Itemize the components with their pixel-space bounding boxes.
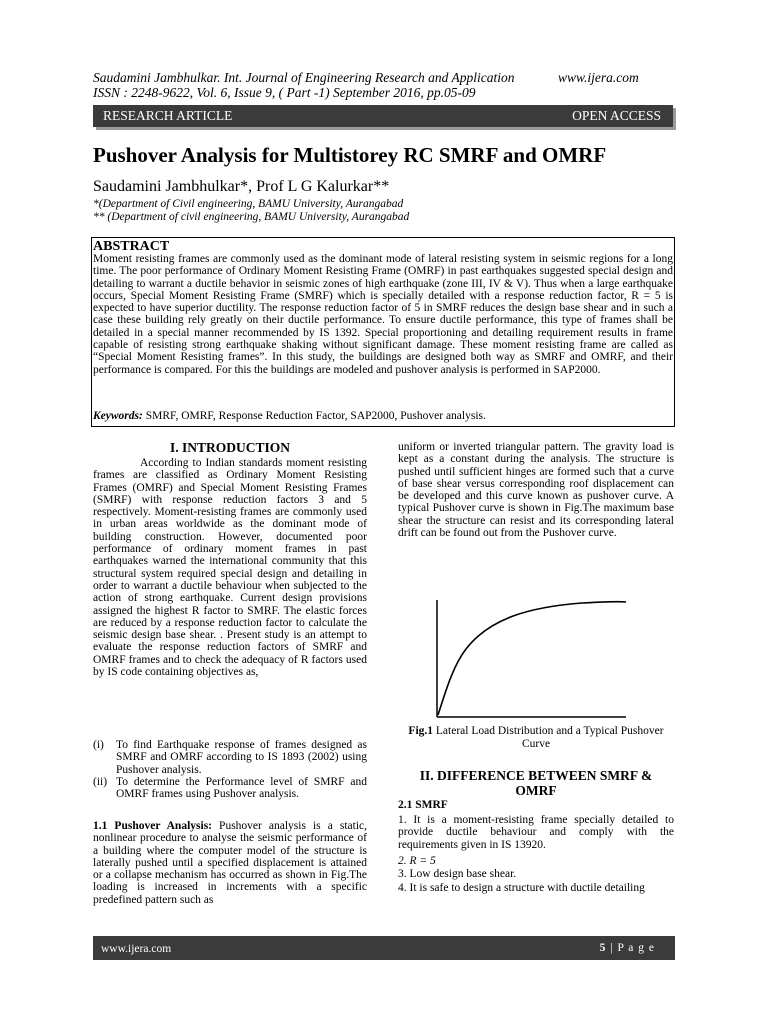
objective-text: To determine the Performance level of SMRF and OMRF frames using Pushover analysis.: [116, 776, 367, 801]
section-2-heading: II. DIFFERENCE BETWEEN SMRF & OMRF: [419, 768, 653, 798]
objective-text: To find Earthquake response of frames designed as SMRF and OMRF according to IS 1893 (2002) using Pushover analysis.: [116, 739, 367, 776]
objective-number: (ii): [93, 776, 108, 788]
authors: Saudamini Jambhulkar*, Prof L G Kalurkar**: [93, 178, 390, 195]
smrf-item: 4. It is safe to design a structure with ductile detailing: [398, 882, 645, 894]
smrf-item: 2. R = 5: [398, 855, 436, 867]
introduction-paragraph: According to Indian standards moment resisting frames are classified as Ordinary Moment Resisting Frames (OMRF) and Special Moment Resisting Frames (SMRF) with response reduction factors 3 and 5 respectively. Moment-resisting frames are commonly used in urban areas worldwide as the dominant mode of building construction. However, documented poor performance of ordinary moment frames in past earthquakes warned the international community that this structural system required special design and detailing in order to warrant a ductile behaviour when subjected to the action of strong earthquake. Current design provisions assigned the highest R factor to SMRF. The elastic forces are reduced by a response reduction factor to calculate the seismic design base shear. . Present study is an attempt to evaluate the response reduction factors of SMRF and OMRF frames and to check the adequacy of R factors used by IS code containing objectives as,: [93, 457, 367, 679]
pushover-subheading: 1.1 Pushover Analysis:: [93, 820, 212, 832]
section-1-heading: I. INTRODUCTION: [169, 440, 291, 455]
keywords: [93, 410, 486, 422]
affiliation-2: ** (Department of civil engineering, BAMU University, Aurangabad: [93, 211, 410, 223]
figure-caption: [398, 725, 674, 751]
citation-line-2: ISSN : 2248-9622, Vol. 6, Issue 9, ( Part -1) September 2016, pp.05-09: [93, 85, 476, 100]
research-article-label: RESEARCH ARTICLE: [103, 108, 233, 123]
keywords-list: SMRF, OMRF, Response Reduction Factor, SAP2000, Pushover analysis.: [142, 410, 486, 422]
objective-item: [93, 739, 367, 776]
footer-page-number: [600, 942, 655, 954]
smrf-item: 1. It is a moment-resisting frame specially detailed to provide ductile behaviour and comply with the requirements given in IS 13920.: [398, 814, 674, 851]
smrf-subheading: 2.1 SMRF: [398, 799, 448, 811]
pushover-subsection: [93, 820, 367, 906]
smrf-item: 3. Low design base shear.: [398, 868, 517, 880]
open-access-label: OPEN ACCESS: [572, 108, 661, 123]
figure-caption-text: Lateral Load Distribution and a Typical Pushover Curve: [433, 725, 664, 750]
figure-label: Fig.1: [408, 725, 434, 737]
footer-website[interactable]: www.ijera.com: [101, 943, 172, 955]
paper-title: Pushover Analysis for Multistorey RC SMRF and OMRF: [93, 143, 607, 167]
page-footer: [93, 936, 675, 960]
abstract-heading: ABSTRACT: [93, 239, 170, 254]
abstract-text: Moment resisting frames are commonly used as the dominant mode of lateral resisting system in seismic regions for a long time. The poor performance of Ordinary Moment Resisting Frame (OMRF) in past earthquakes suggested special design and detailing to warrant a ductile behavior in seismic zones of high earthquake (zone III, IV & V). Thus when a large earthquake occurs, Special Moment Resisting Frame (SMRF) which is specially detailed with a response reduction factor, R = 5 is expected to have superior ductility. The response reduction factor of 5 in SMRF reduces the design base shear and in such a case these building rely greatly on their ductile performance. To ensure ductile performance, this type of frames shall be detailed in a special manner recommended by IS 1392. Special proportioning and detailing requirement results in frame capable of resisting strong earthquake shaking without significant damage. These moment resisting frame are called as “Special Moment Resisting frames”. In this study, the buildings are designed both way as SMRF and OMRF, and their performance is compared. For this the buildings are modeled and pushover analysis is performed in SAP2000.: [93, 253, 673, 376]
pushover-text: Pushover analysis is a static, nonlinear procedure to analyse the seismic performance of a building where the computer model of the structure is laterally pushed until a specified displacement is attained or a collapse mechanism has occurred as shown in Fig.The loading is increased in increments with a specific predefined pattern such as: [93, 820, 367, 906]
pushover-curve: [438, 602, 626, 715]
objective-number: (i): [93, 739, 104, 751]
pushover-curve-figure: [430, 596, 630, 722]
journal-website[interactable]: www.ijera.com: [558, 70, 639, 85]
objective-item: [93, 776, 367, 801]
article-type-banner: [93, 105, 673, 127]
affiliation-1: *(Department of Civil engineering, BAMU University, Aurangabad: [93, 198, 404, 210]
citation-line-1: Saudamini Jambhulkar. Int. Journal of Engineering Research and Application: [93, 70, 515, 85]
page-label: | P a g e: [606, 942, 655, 954]
keywords-label: Keywords:: [93, 410, 143, 422]
page-number: 5: [599, 942, 607, 954]
pushover-continued-paragraph: uniform or inverted triangular pattern. The gravity load is kept as a constant during the analysis. The structure is pushed until sufficient hinges are formed such that a curve of base shear versus corresponding roof displacement can be developed and this curve known as pushover curve. A typical Pushover curve is shown in Fig.The maximum base shear the structure can resist and its corresponding lateral drift can be found out from the Pushover curve.: [398, 441, 674, 540]
